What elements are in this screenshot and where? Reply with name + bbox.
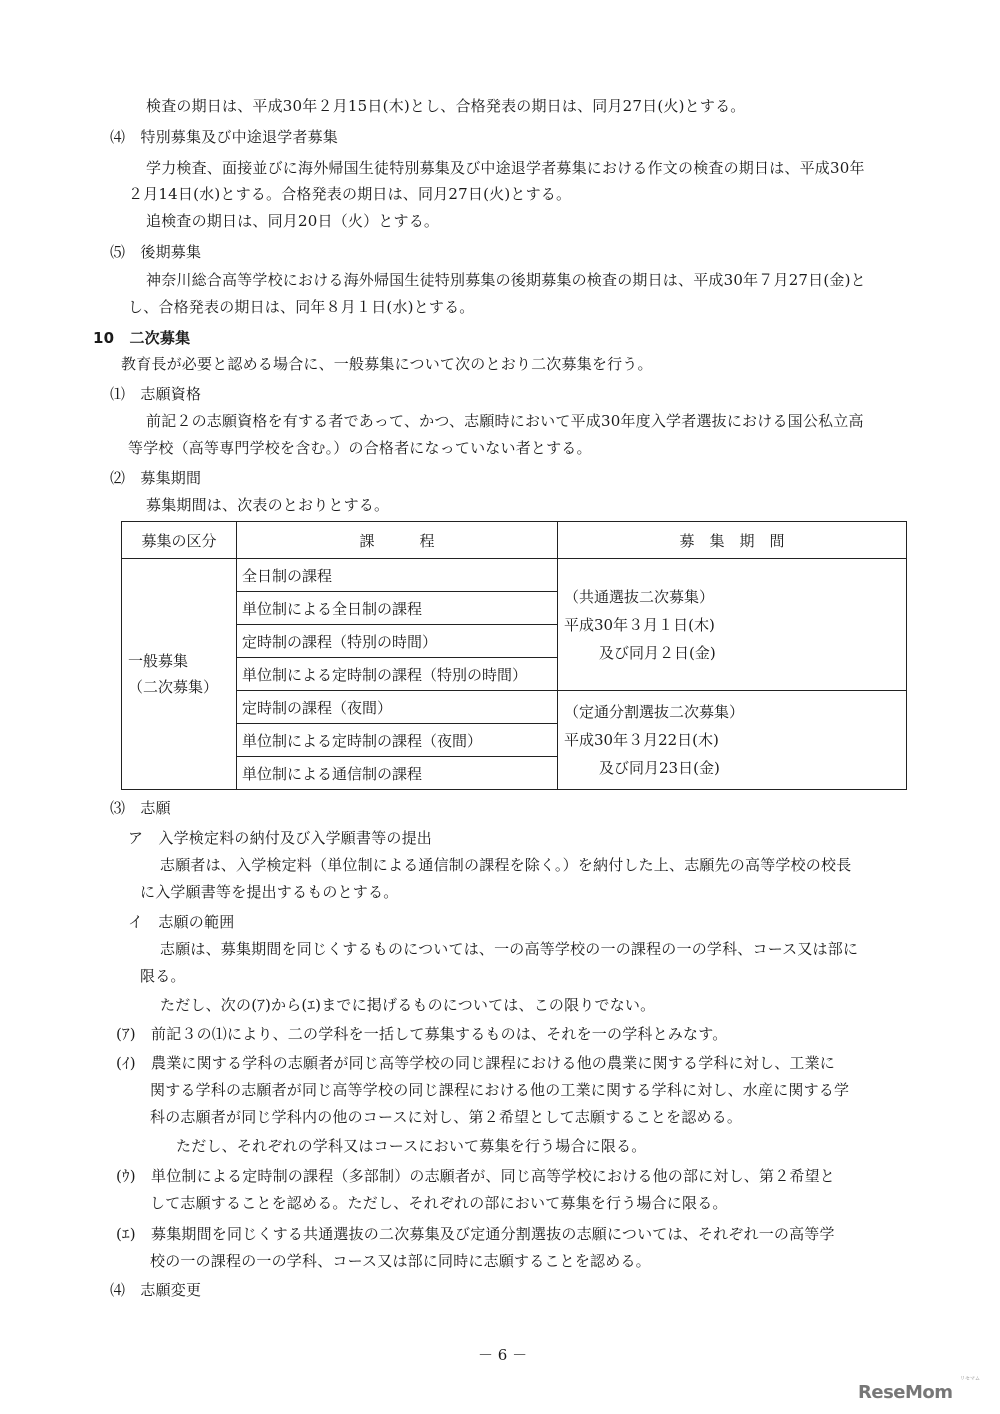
period-cell xyxy=(558,691,907,790)
paragraph-line: 校の一の課程の一の学科、コース又は部に同時に志願することを認める。 xyxy=(150,1252,651,1270)
paragraph-line: ただし、それぞれの学科又はコースにおいて募集を行う場合に限る。 xyxy=(176,1137,647,1155)
period-date: 及び同月２日(金) xyxy=(584,643,716,662)
list-item: (ｳ) 単位制による定時制の課程（多部制）の志願者が、同じ高等学校における他の部に対し、第２希望と xyxy=(116,1167,836,1185)
category-cell xyxy=(122,559,237,790)
resemom-logo: ReseMom xyxy=(858,1382,953,1403)
table-header-row xyxy=(122,522,907,559)
paragraph-line: 募集期間は、次表のとおりとする。 xyxy=(146,496,390,514)
list-item: (ｴ) 募集期間を同じくする共通選抜の二次募集及び定通分割選抜の志願については、それぞれ一の高等学 xyxy=(116,1225,835,1243)
course-cell: 定時制の課程（夜間） xyxy=(237,691,558,724)
chapter-heading: 10 二次募集 xyxy=(93,329,191,347)
paragraph-line: 科の志願者が同じ学科内の他のコースに対し、第２希望として志願することを認める。 xyxy=(150,1108,743,1126)
header-category: 募集の区分 xyxy=(122,522,237,559)
list-item: (ｲ) 農業に関する学科の志願者が同じ高等学校の同じ課程における他の農業に関する学科に対し、工業に xyxy=(116,1054,836,1072)
paragraph-line: 限る。 xyxy=(140,967,186,985)
section-heading: ⑸ 後期募集 xyxy=(110,243,202,261)
paragraph-line: 等学校（高等専門学校を含む。）の合格者になっていない者とする。 xyxy=(128,439,592,457)
section-heading: ⑷ 志願変更 xyxy=(110,1281,202,1299)
list-item: (ｱ) 前記３の⑴により、二の学科を一括して募集するものは、それを一の学科とみなす。 xyxy=(116,1025,728,1043)
paragraph-line: 検査の期日は、平成30年２月15日(木)とし、合格発表の期日は、同月27日(火)とする。 xyxy=(146,97,746,115)
period-date: 平成30年３月１日(木) xyxy=(564,615,715,634)
section-heading: ⑶ 志願 xyxy=(110,799,171,817)
paragraph-line: 前記２の志願資格を有する者であって、かつ、志願時において平成30年度入学者選抜における国公私立高 xyxy=(146,412,864,430)
section-heading: ⑵ 募集期間 xyxy=(110,469,202,487)
paragraph-line: 神奈川総合高等学校における海外帰国生徒特別募集の後期募集の検査の期日は、平成30年７月27日(金)と xyxy=(146,271,866,289)
page-number: － 6 － xyxy=(478,1346,528,1364)
section-heading: ⑷ 特別募集及び中途退学者募集 xyxy=(110,128,339,146)
category-line: 一般募集 xyxy=(128,652,189,670)
period-label: （共通選抜二次募集） xyxy=(564,587,715,606)
header-period: 募 集 期 間 xyxy=(558,522,907,559)
table-row xyxy=(122,691,907,724)
course-cell: 単位制による定時制の課程（夜間） xyxy=(237,724,558,757)
paragraph-line: ２月14日(水)とする。合格発表の期日は、同月27日(火)とする。 xyxy=(128,185,572,203)
paragraph-line: 教育長が必要と認める場合に、一般募集について次のとおり二次募集を行う。 xyxy=(121,355,653,373)
category-line: （二次募集） xyxy=(128,678,219,696)
table-row xyxy=(122,559,907,592)
recruitment-period-table xyxy=(121,521,907,790)
period-date: 平成30年３月22日(木) xyxy=(564,731,719,749)
period-cell xyxy=(558,559,907,691)
subsection-heading: イ 志願の範囲 xyxy=(128,913,235,931)
paragraph-line: ただし、次の(ｱ)から(ｴ)までに掲げるものについては、この限りでない。 xyxy=(160,996,656,1014)
header-course: 課 程 xyxy=(237,522,558,559)
course-cell: 定時制の課程（特別の時間） xyxy=(237,625,558,658)
course-cell: 単位制による通信制の課程 xyxy=(237,757,558,790)
course-cell: 全日制の課程 xyxy=(237,559,558,592)
paragraph-line: 追検査の期日は、同月20日（火）とする。 xyxy=(146,212,440,230)
period-date: 及び同月23日(金) xyxy=(584,759,720,777)
paragraph-line: 志願者は、入学検定料（単位制による通信制の課程を除く。）を納付した上、志願先の高等学校の校長 xyxy=(160,856,852,874)
watermark-sub: リセマム xyxy=(960,1376,980,1382)
paragraph-line: 関する学科の志願者が同じ高等学校の同じ課程における他の工業に関する学科に対し、水産に関する学 xyxy=(150,1081,850,1099)
paragraph-line: して志願することを認める。ただし、それぞれの部において募集を行う場合に限る。 xyxy=(150,1194,728,1212)
course-cell: 単位制による全日制の課程 xyxy=(237,592,558,625)
paragraph-line: 志願は、募集期間を同じくするものについては、一の高等学校の一の課程の一の学科、コース又は部に xyxy=(160,940,859,958)
subsection-heading: ア 入学検定料の納付及び入学願書等の提出 xyxy=(128,829,433,847)
course-cell: 単位制による定時制の課程（特別の時間） xyxy=(237,658,558,691)
paragraph-line: 学力検査、面接並びに海外帰国生徒特別募集及び中途退学者募集における作文の検査の期日は、平成30年 xyxy=(146,159,865,177)
paragraph-line: に入学願書等を提出するものとする。 xyxy=(140,883,399,901)
paragraph-line: し、合格発表の期日は、同年８月１日(水)とする。 xyxy=(128,298,475,316)
section-heading: ⑴ 志願資格 xyxy=(110,385,202,403)
period-label: （定通分割選抜二次募集） xyxy=(564,703,745,721)
